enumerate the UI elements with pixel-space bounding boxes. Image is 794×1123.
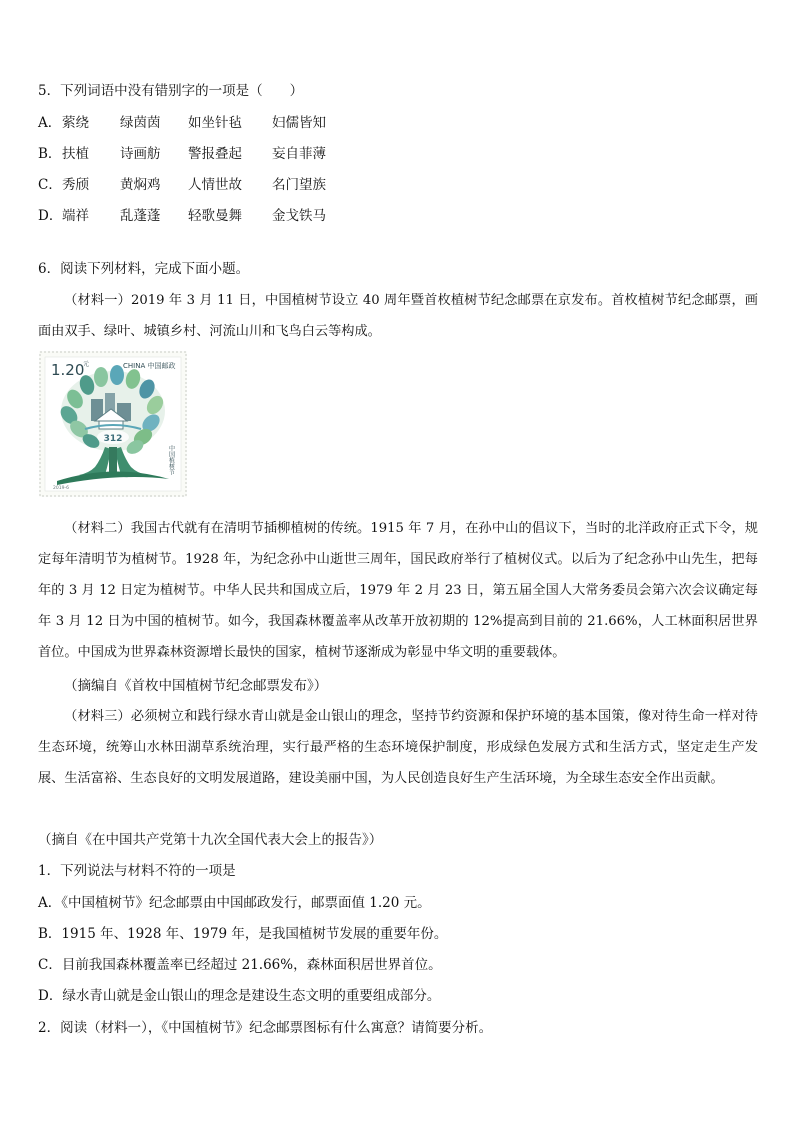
emblem-number: 312 — [103, 434, 123, 444]
option-label: B． — [38, 146, 62, 162]
stamp-code: 2019-6 — [53, 486, 69, 491]
q6-stem: 6．阅读下列材料，完成下面小题。 — [38, 261, 250, 277]
option-word: 妇儒皆知 — [272, 115, 326, 131]
material-3-source: （摘自《在中国共产党第十九次全国代表大会上的报告》） — [38, 832, 383, 848]
option-word: 名门望族 — [272, 177, 326, 193]
stamp-issuer: CHINA 中国邮政 — [123, 362, 176, 370]
stamp-unit: 元 — [83, 361, 90, 368]
option-word: 妄自菲薄 — [272, 146, 326, 162]
option-word: 金戈铁马 — [272, 208, 326, 224]
stamp-image — [39, 351, 187, 497]
option-label: C． — [38, 177, 62, 193]
sub2-stem: 2．阅读（材料一），《中国植树节》纪念邮票图标有什么寓意？请简要分析。 — [38, 1020, 493, 1036]
option-word: 乱蓬蓬 — [120, 208, 161, 224]
sub1-option-c: C．目前我国森林覆盖率已经超过 21.66%，森林面积居世界首位。 — [38, 957, 442, 973]
q5-stem: 5．下列词语中没有错别字的一项是（ ） — [38, 83, 304, 99]
sub1-stem: 1．下列说法与材料不符的一项是 — [38, 863, 236, 879]
material-3 — [38, 701, 758, 794]
option-label: A． — [38, 115, 62, 131]
material-3-text: （材料三）必须树立和践行绿水青山就是金山银山的理念，坚持节约资源和保护环境的基本国策，像对待生命一样对待生态环境，统筹山水林田湖草系统治理，实行最严格的生态环境保护制度，形成绿色发展方式和生活方式，坚定走生产发展、生活富裕、生态良好的文明发展道路，建设美丽中国，为人民创造良好生产生活环境，为全球生态安全作出贡献。 — [38, 709, 758, 786]
option-word: 人情世故 — [188, 177, 242, 193]
option-word: 如坐针毡 — [188, 115, 242, 131]
material-1-text: （材料一）2019 年 3 月 11 日，中国植树节设立 40 周年暨首枚植树节纪念邮票在京发布。首枚植树节纪念邮票，画面由双手、绿叶、城镇乡村、河流山川和飞鸟白云等构成。 — [38, 293, 758, 339]
option-word: 端祥 — [62, 208, 89, 224]
option-word: 扶植 — [62, 146, 89, 162]
option-word: 黄焖鸡 — [120, 177, 161, 193]
option-word: 萦绕 — [62, 115, 89, 131]
material-1 — [38, 285, 758, 347]
option-word: 诗画舫 — [120, 146, 161, 162]
option-word: 秀颀 — [62, 177, 89, 193]
material-2-source: （摘编自《首枚中国植树节纪念邮票发布》） — [64, 678, 328, 694]
sub1-option-a: A．《中国植树节》纪念邮票由中国邮政发行，邮票面值 1.20 元。 — [38, 895, 431, 911]
material-2-text: （材料二）我国古代就有在清明节插柳植树的传统。1915 年 7 月，在孙中山的倡议下，当时的北洋政府正式下令，规定每年清明节为植树节。1928 年，为纪念孙中山逝世三周年，国民政府举行了植树仪式。以后为了纪念孙中山先生，把每年的 3 月 12 日定为植树节。中华人民共和国成立后，1979 年 2 月 23 日，第五届全国人大常务委员会第六次会议确定每年 3 月 12 日为中国的植树节。如今，我国森林覆盖率从改革开放初期的 12%提高到目前的 21.66%，人工林面积居世界首位。中国成为世界森林资源增长最快的国家，植树节逐渐成为彰显中华文明的重要载体。 — [38, 521, 758, 660]
option-word: 警报叠起 — [188, 146, 242, 162]
stamp-side-text: 中国植树节 — [167, 445, 175, 475]
tree-planting-stamp — [39, 351, 187, 497]
material-2 — [38, 513, 758, 668]
sub1-option-d: D．绿水青山就是金山银山的理念是建设生态文明的重要组成部分。 — [38, 988, 441, 1004]
stamp-denomination: 1.20 — [51, 361, 85, 379]
option-word: 轻歌曼舞 — [188, 208, 242, 224]
sub1-option-b: B．1915 年、1928 年、1979 年，是我国植树节发展的重要年份。 — [38, 926, 448, 942]
option-word: 绿茵茵 — [120, 115, 161, 131]
option-label: D． — [38, 208, 63, 224]
